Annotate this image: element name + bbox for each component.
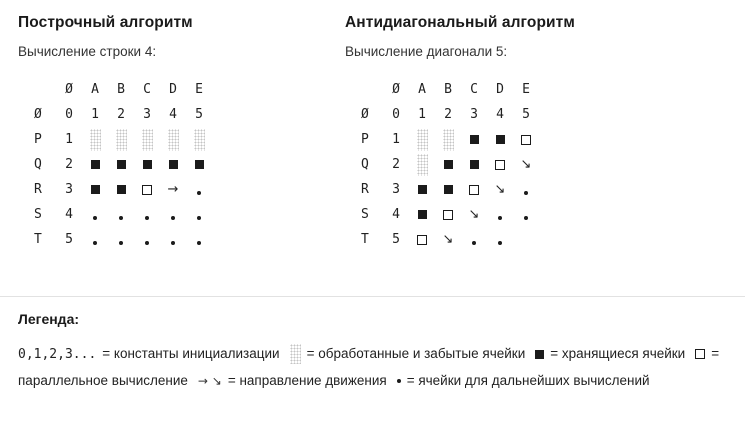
matrix-row (32, 227, 212, 252)
dot-icon (145, 216, 149, 220)
filled-square-icon (91, 160, 100, 169)
row-header-cell: Q (361, 157, 369, 172)
matrix-cell (383, 202, 409, 227)
cell-value: 2 (392, 157, 400, 172)
legend-item-label: = хранящиеся ячейки (550, 346, 686, 361)
panel-title: Антидиагональный алгоритм (345, 14, 575, 31)
matrix-cell (487, 227, 513, 252)
row-header-cell: Ø (34, 107, 42, 122)
open-square-icon (495, 160, 505, 170)
column-header-cell: D (169, 82, 177, 97)
dot-icon (498, 241, 502, 245)
matrix-cell (435, 152, 461, 177)
matrix-row (359, 152, 539, 177)
cell-value: 0 (65, 107, 73, 122)
filled-square-icon (470, 160, 479, 169)
legend-section (0, 296, 745, 438)
matrix-cell (383, 227, 409, 252)
matrix-cell (56, 102, 82, 127)
matrix-cell (409, 227, 435, 252)
matrix-cell (56, 202, 82, 227)
matrix-cell (82, 152, 108, 177)
matrix-cell (435, 227, 461, 252)
cell-value: 0 (392, 107, 400, 122)
matrix-cell (435, 102, 461, 127)
matrix-cell (108, 152, 134, 177)
matrix-cell (435, 127, 461, 152)
row-header-cell: R (361, 182, 369, 197)
cell-value: 1 (392, 132, 400, 147)
column-header-cell: B (444, 82, 452, 97)
open-square-icon (142, 185, 152, 195)
panel-antidiagonal-algorithm (345, 14, 745, 252)
matrix-cell (108, 102, 134, 127)
legend-item (397, 373, 650, 388)
matrix-cell (409, 202, 435, 227)
empty-cell (522, 234, 531, 243)
matrix-cell (160, 102, 186, 127)
dot-icon (145, 241, 149, 245)
cell-value: 4 (392, 207, 400, 222)
matrix-cell (160, 152, 186, 177)
open-square-icon (443, 210, 453, 220)
matrix-cell (409, 152, 435, 177)
matrix-cell (186, 152, 212, 177)
matrix-row (359, 102, 539, 127)
matrix-cell (160, 202, 186, 227)
matrix-cell (56, 227, 82, 252)
matrix-cell (513, 177, 539, 202)
legend-symbol-dotted-icon (290, 344, 301, 364)
cell-value: 4 (496, 107, 504, 122)
dotted-block-icon (116, 129, 127, 151)
filled-square-icon (418, 210, 427, 219)
cell-value: 1 (418, 107, 426, 122)
dot-icon (119, 216, 123, 220)
dotted-block-icon (443, 129, 454, 151)
legend-item (198, 373, 387, 388)
matrix-cell (461, 177, 487, 202)
matrix-cell (513, 202, 539, 227)
dot-icon (524, 216, 528, 220)
filled-square-icon (496, 135, 505, 144)
row-header-cell: Q (34, 157, 42, 172)
arrow-diagonal-icon: ↘ (494, 182, 506, 197)
matrix-cell (487, 177, 513, 202)
filled-square-icon (117, 185, 126, 194)
cell-value: 3 (392, 182, 400, 197)
matrix-row (359, 177, 539, 202)
row-header-cell: T (34, 232, 42, 247)
filled-square-icon (143, 160, 152, 169)
column-header-cell: E (522, 82, 530, 97)
matrix-row (359, 227, 539, 252)
legend-title: Легенда: (18, 311, 80, 327)
matrix-cell (160, 227, 186, 252)
column-header-cell: Ø (392, 82, 400, 97)
filled-square-icon (418, 185, 427, 194)
legend-item-label: = направление движения (227, 373, 387, 388)
dotted-block-icon (168, 129, 179, 151)
filled-square-icon (444, 185, 453, 194)
matrix-row (32, 127, 212, 152)
matrix-cell (108, 202, 134, 227)
column-header-cell: C (470, 82, 478, 97)
legend-body (18, 341, 727, 394)
matrix-cell (82, 102, 108, 127)
matrix-cell (108, 177, 134, 202)
matrix-cell (82, 227, 108, 252)
matrix-cell (409, 177, 435, 202)
matrix-cell (186, 102, 212, 127)
dot-icon (171, 241, 175, 245)
dotted-block-icon (417, 154, 428, 176)
open-square-icon (469, 185, 479, 195)
matrix-cell (82, 127, 108, 152)
matrix-cell (435, 202, 461, 227)
column-header-row (359, 77, 539, 102)
matrix-cell (513, 127, 539, 152)
matrix-cell (461, 202, 487, 227)
matrix-cell (461, 127, 487, 152)
matrix-cell (461, 152, 487, 177)
cell-value: 2 (117, 107, 125, 122)
panel-row-algorithm (0, 14, 345, 252)
cell-value: 5 (195, 107, 203, 122)
open-square-icon (417, 235, 427, 245)
matrix-cell (383, 127, 409, 152)
cell-value: 1 (65, 132, 73, 147)
legend-symbol-open-icon (695, 349, 705, 359)
column-header-row (32, 77, 212, 102)
column-header-cell: A (91, 82, 99, 97)
matrix-cell (82, 202, 108, 227)
matrix-cell (487, 102, 513, 127)
matrix-cell (513, 152, 539, 177)
arrow-diagonal-icon: ↘ (468, 207, 480, 222)
dot-icon (93, 216, 97, 220)
legend-symbol-constants: 0,1,2,3... (18, 347, 97, 362)
matrix-cell (134, 202, 160, 227)
row-header-cell: Ø (361, 107, 369, 122)
matrix-cell (487, 152, 513, 177)
dot-icon (119, 241, 123, 245)
legend-item-label: = ячейки для дальнейших вычислений (406, 373, 650, 388)
dot-icon (171, 216, 175, 220)
matrix-cell (186, 227, 212, 252)
filled-square-icon (195, 160, 204, 169)
column-header-cell (32, 77, 56, 102)
matrix-cell (134, 152, 160, 177)
cell-value: 4 (169, 107, 177, 122)
matrix-cell (56, 152, 82, 177)
legend-item (535, 346, 685, 361)
dotted-block-icon (417, 129, 428, 151)
dotted-block-icon (194, 129, 205, 151)
open-square-icon (521, 135, 531, 145)
column-header-cell: D (496, 82, 504, 97)
cell-value: 2 (65, 157, 73, 172)
filled-square-icon (117, 160, 126, 169)
matrix-cell (186, 127, 212, 152)
matrix-body (359, 77, 539, 252)
legend-symbol-dot-icon (397, 379, 401, 383)
legend-item-label: = константы инициализации (102, 346, 280, 361)
legend-item-label: = обработанные и забытые ячейки (306, 346, 526, 361)
matrix-cell (513, 102, 539, 127)
row-header-cell: S (34, 207, 42, 222)
row-header-cell: R (34, 182, 42, 197)
row-header-cell: T (361, 232, 369, 247)
matrix-cell (409, 127, 435, 152)
matrix-row (32, 202, 212, 227)
row-header-cell: P (361, 132, 369, 147)
matrix-cell (134, 177, 160, 202)
legend-item-label: = параллельное вычисление (18, 346, 720, 388)
legend-symbol-filled-icon (535, 350, 544, 359)
matrix-cell (435, 177, 461, 202)
matrix-cell (409, 102, 435, 127)
matrix-row (32, 152, 212, 177)
matrix-row (359, 127, 539, 152)
matrix-cell (108, 227, 134, 252)
matrix-grid-antidiagonal-algorithm (359, 77, 539, 252)
column-header-cell: E (195, 82, 203, 97)
column-header-cell (359, 77, 383, 102)
row-header-cell: S (361, 207, 369, 222)
cell-value: 1 (91, 107, 99, 122)
matrix-cell (134, 102, 160, 127)
cell-value: 3 (470, 107, 478, 122)
column-header-cell: B (117, 82, 125, 97)
legend-symbol-arrows-icon: → ↘ (197, 374, 222, 389)
legend-item (18, 346, 280, 361)
matrix-grid-row-algorithm (32, 77, 212, 252)
matrix-cell (513, 227, 539, 252)
matrix-cell (487, 127, 513, 152)
matrix-row (32, 102, 212, 127)
matrix-cell (160, 177, 186, 202)
column-header-cell: C (143, 82, 151, 97)
matrix-cell (487, 202, 513, 227)
matrix-cell (56, 177, 82, 202)
dotted-block-icon (90, 129, 101, 151)
arrow-right-icon: → (167, 182, 179, 197)
dot-icon (524, 191, 528, 195)
matrix-cell (186, 202, 212, 227)
dotted-block-icon (142, 129, 153, 151)
matrix-cell (134, 227, 160, 252)
matrix-cell (108, 127, 134, 152)
matrix-cell (56, 127, 82, 152)
matrix-cell (82, 177, 108, 202)
dot-icon (197, 216, 201, 220)
matrix-body (32, 77, 212, 252)
matrix-cell (160, 127, 186, 152)
cell-value: 4 (65, 207, 73, 222)
arrow-diagonal-icon: ↘ (520, 157, 532, 172)
arrow-diagonal-icon: ↘ (442, 232, 454, 247)
matrix-cell (461, 102, 487, 127)
column-header-cell: A (418, 82, 426, 97)
cell-value: 3 (65, 182, 73, 197)
matrix-cell (461, 227, 487, 252)
cell-value: 5 (522, 107, 530, 122)
matrix-row (32, 177, 212, 202)
panel-subtitle: Вычисление диагонали 5: (345, 44, 508, 59)
dot-icon (472, 241, 476, 245)
matrix-cell (383, 152, 409, 177)
matrix-row (359, 202, 539, 227)
filled-square-icon (91, 185, 100, 194)
dot-icon (197, 241, 201, 245)
cell-value: 5 (392, 232, 400, 247)
cell-value: 2 (444, 107, 452, 122)
cell-value: 5 (65, 232, 73, 247)
matrix-cell (383, 177, 409, 202)
matrix-cell (186, 177, 212, 202)
filled-square-icon (470, 135, 479, 144)
filled-square-icon (169, 160, 178, 169)
legend-item (290, 346, 526, 361)
matrix-cell (134, 127, 160, 152)
cell-value: 3 (143, 107, 151, 122)
dot-icon (197, 191, 201, 195)
filled-square-icon (444, 160, 453, 169)
panel-subtitle: Вычисление строки 4: (18, 44, 157, 59)
column-header-cell: Ø (65, 82, 73, 97)
panel-title: Построчный алгоритм (18, 14, 193, 31)
row-header-cell: P (34, 132, 42, 147)
matrix-cell (383, 102, 409, 127)
dot-icon (498, 216, 502, 220)
dot-icon (93, 241, 97, 245)
